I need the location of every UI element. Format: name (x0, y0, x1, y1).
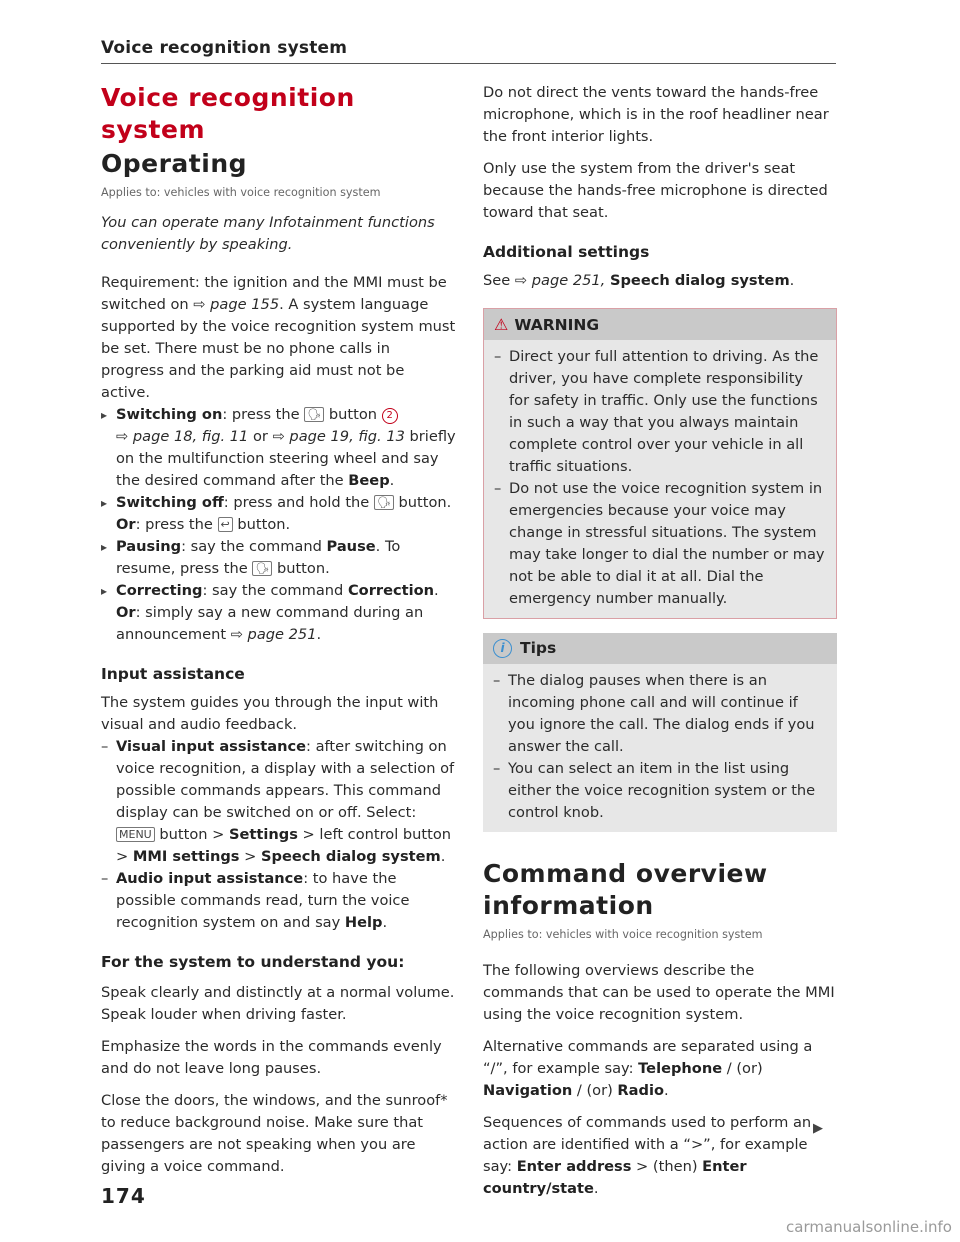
tip-item: – The dialog pauses when there is an incoming phone call and will continue if you ignore the call. The dialog ends if you answer the call. (493, 670, 827, 758)
warning-box (483, 308, 837, 619)
warning-list (494, 346, 826, 610)
watermark: carmanualsonline.info (786, 1218, 952, 1236)
page-ref-155[interactable]: ⇨ page 155 (193, 296, 280, 313)
left-column (101, 82, 457, 1178)
page-number: 174 (101, 1184, 146, 1208)
chapter-title: Voice recognition system (101, 83, 355, 144)
section-title: Operating (101, 149, 248, 178)
intro-text: You can operate many Infotainment functions conveniently by speaking. (101, 214, 435, 253)
talk-button-icon: 🗣 (252, 561, 272, 576)
paragraph-vents: Do not direct the vents toward the hands-free microphone, which is in the roof headliner near the front interior lights. (483, 84, 829, 145)
list-item-pausing: ▸ Pausing: say the command Pause. To resume, press the 🗣 button. (101, 536, 457, 580)
operation-list (101, 404, 457, 646)
tips-box (483, 633, 837, 832)
paragraph-driver-seat: Only use the system from the driver's seat because the hands-free microphone is directed toward that seat. (483, 160, 828, 221)
talk-button-icon: 🗣 (304, 407, 324, 422)
paragraph-alternative: Alternative commands are separated using a “/”, for example say: Telephone / (or) Navigation / (or) Radio. (483, 1038, 813, 1099)
back-button-icon: ↩ (218, 517, 233, 532)
right-column (483, 82, 837, 1200)
talk-button-icon: 🗣 (374, 495, 394, 510)
warning-item: – Do not use the voice recognition system in emergencies because your voice may change in stressful situations. The system may take longer to dial the number or may not be able to dial it at all. Dial the emergency number manually. (494, 478, 826, 610)
list-item-switching-off: ▸ Switching off: press and hold the 🗣 button. Or: press the ↩ button. (101, 492, 457, 536)
additional-settings-heading: Additional settings (483, 243, 650, 261)
list-item-audio: – Audio input assistance: to have the possible commands read, turn the voice recognition system on and say Help. (101, 868, 457, 934)
page-ref-19[interactable]: ⇨ page 19, fig. 13 (272, 428, 405, 445)
input-assistance-text: The system guides you through the input with visual and audio feedback. (101, 694, 439, 733)
page-ref-251-speech[interactable]: ⇨ page 251, (514, 272, 606, 289)
warning-triangle-icon: ⚠ (494, 315, 509, 334)
paragraph-emphasize: Emphasize the words in the commands evenly and do not leave long pauses. (101, 1038, 442, 1077)
command-overview-title: Command overview information (483, 859, 768, 920)
page-ref-251[interactable]: ⇨ page 251 (230, 626, 317, 643)
list-item-correcting: ▸ Correcting: say the command Correction. Or: simply say a new command during an announcement ⇨ page 251. (101, 580, 457, 646)
understand-heading: For the system to understand you: (101, 953, 405, 971)
list-item-switching-on: ▸ Switching on: press the 🗣 button 2 ⇨ page 18, fig. 11 or ⇨ page 19, fig. 13 briefly on the multifunction steering wheel and say the desired command after the Beep. (101, 404, 457, 492)
tip-item: – You can select an item in the list using either the voice recognition system or the control knob. (493, 758, 827, 824)
warning-header: ⚠ WARNING (484, 309, 836, 340)
running-header: Voice recognition system (101, 38, 348, 58)
list-item-visual: – Visual input assistance: after switching on voice recognition, a display with a selection of possible commands appears. This command display can be switched on or off. Select: MENU button > Settings > left control button > MMI settings > Speech dialog system. (101, 736, 457, 868)
tips-list (493, 670, 827, 824)
paragraph-speak: Speak clearly and distinctly at a normal volume. Speak louder when driving faster. (101, 984, 455, 1023)
info-icon: i (493, 639, 512, 658)
see-reference: See ⇨ page 251, Speech dialog system. (483, 272, 795, 289)
tips-header: i Tips (483, 633, 837, 664)
assistance-list (101, 736, 457, 934)
continue-arrow-icon: ▶ (813, 1121, 823, 1136)
paragraph-close-doors: Close the doors, the windows, and the sunroof* to reduce background noise. Make sure that passengers are not speaking when you are giving a voice command. (101, 1092, 448, 1175)
applies-note: Applies to: vehicles with voice recognition system (483, 928, 763, 941)
input-assistance-heading: Input assistance (101, 665, 245, 683)
warning-item: – Direct your full attention to driving. As the driver, you have complete responsibility for safety in traffic. Only use the functions in such a way that you always maintain complete control over your vehicle in all traffic situations. (494, 346, 826, 478)
callout-number: 2 (382, 408, 398, 424)
paragraph-overviews: The following overviews describe the commands that can be used to operate the MMI using the voice recognition system. (483, 962, 835, 1023)
page-ref-18[interactable]: ⇨ page 18, fig. 11 (116, 428, 249, 445)
requirement-text: Requirement: the ignition and the MMI must be switched on ⇨ page 155. A system language supported by the voice recognition system must be set. There must be no phone calls in progress and the parking aid must not be active. (101, 274, 456, 401)
applies-note: Applies to: vehicles with voice recognition system (101, 186, 381, 199)
paragraph-sequences: Sequences of commands used to perform an action are identified with a “>”, for example say: Enter address > (then) Enter country/state. (483, 1114, 812, 1197)
menu-key: MENU (116, 827, 155, 842)
header-rule (101, 63, 836, 64)
